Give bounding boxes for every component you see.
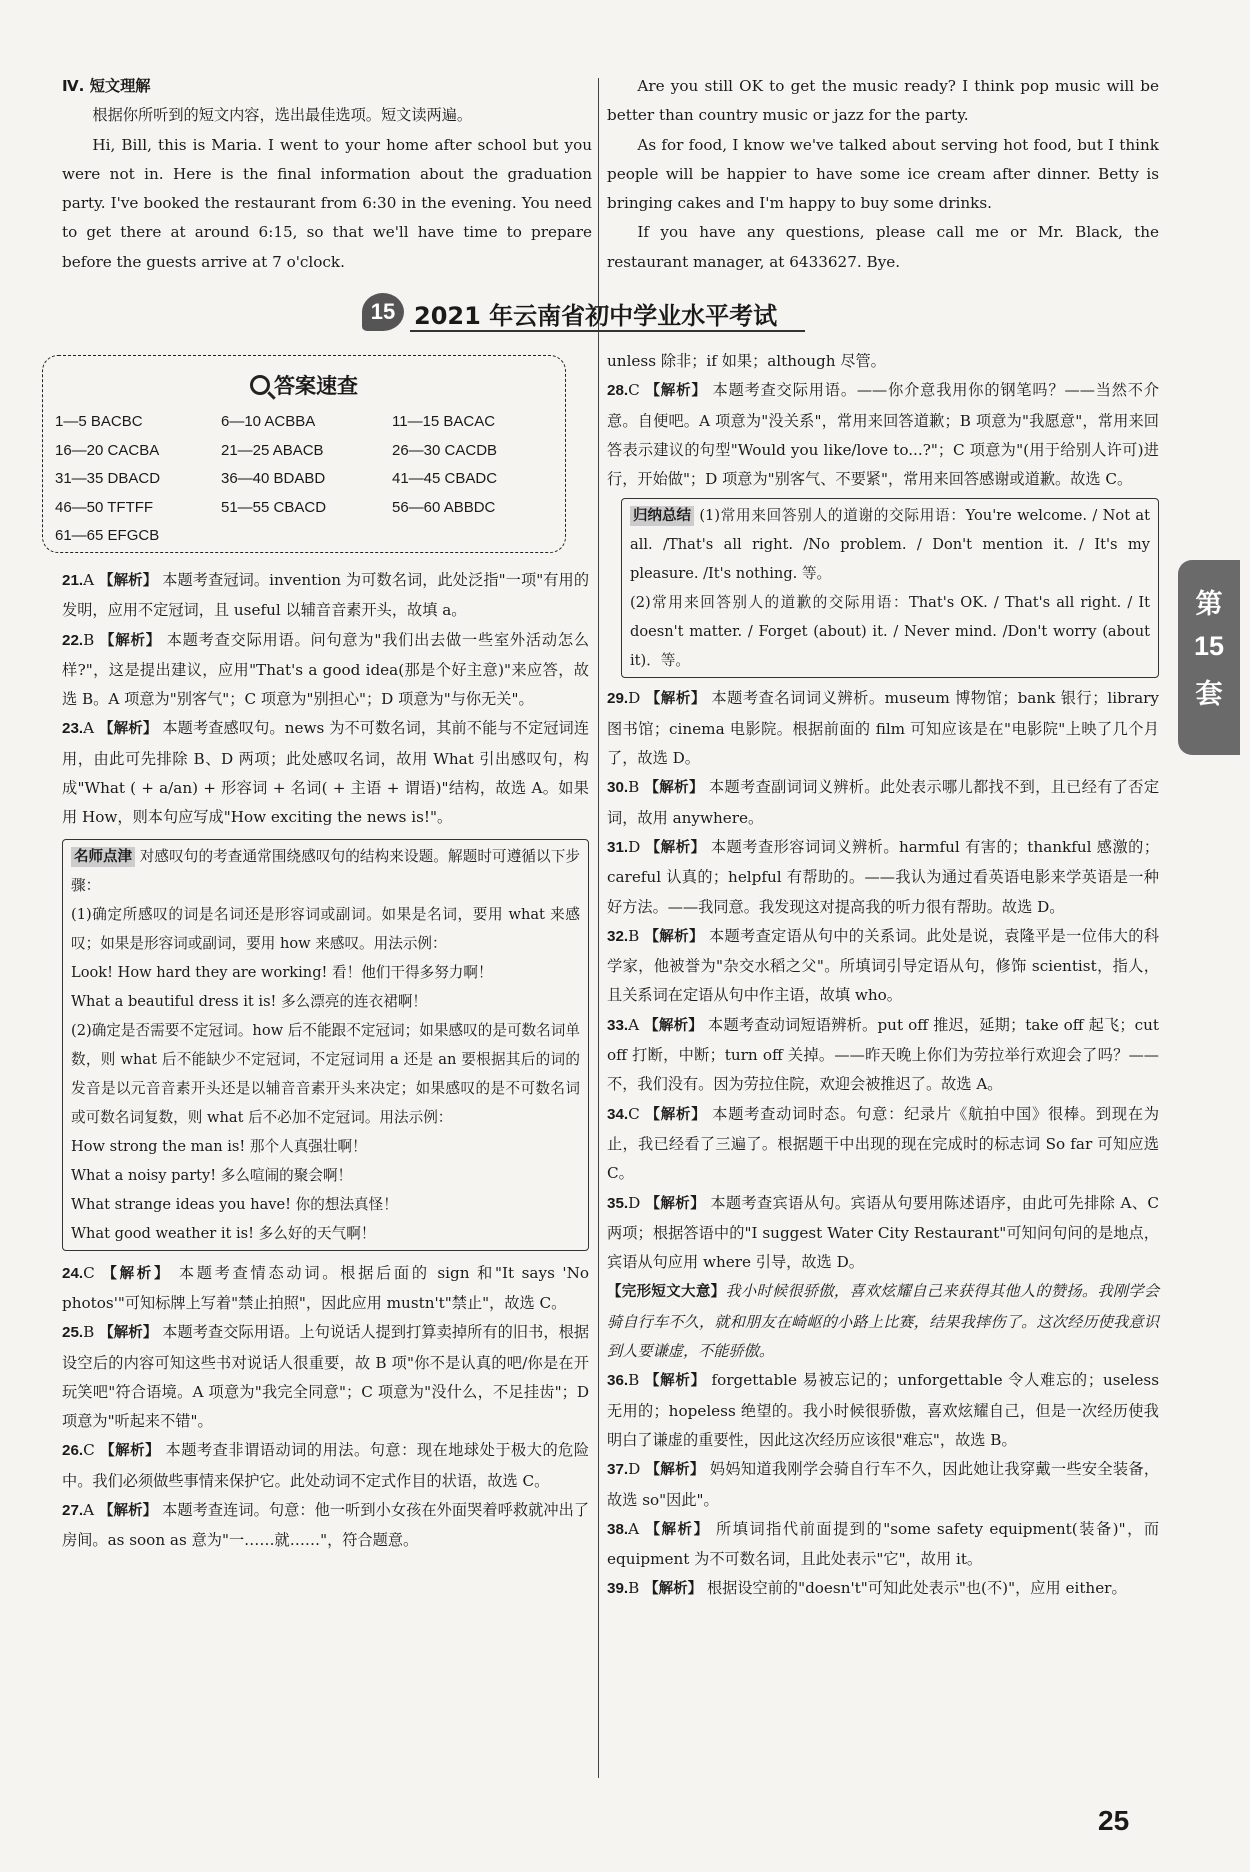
answer-key-entry: 61—65 EFGCB bbox=[55, 527, 160, 544]
question-32: 32.B 【解析】 本题考查定语从句中的关系词。此处是说，袁隆平是一位伟大的科学家，他被誉为"杂交水稻之父"。所填词引导定语从句，修饰 scientist，指人，且关系词在定语从句中作主语，故填 who。 bbox=[607, 926, 1160, 1005]
question-33: 33.A 【解析】 本题考查动词短语辨析。put off 推迟，延期；take off 起飞；cut off 打断，中断；turn off 关掉。——昨天晚上你们为劳拉举行欢迎会了吗？——不，我们没有。因为劳拉住院，欢迎会被推迟了。故选 A。 bbox=[607, 1015, 1160, 1094]
answer-key-entry bbox=[392, 522, 542, 551]
question-39: 39.B 【解析】 根据设空前的"doesn't"可知此处表示"也(不)"，应用 either。 bbox=[607, 1579, 1127, 1598]
answer-key-entry: 31—35 DBACD bbox=[55, 470, 161, 487]
instruction: 根据你所听到的短文内容，选出最佳选项。短文读两遍。 bbox=[92, 106, 473, 125]
passage-paragraph: As for food, I know we've talked about serving hot food, but I think people will be happier to have some ice cream after dinner. Betty is bringing cakes and I'm happy to buy some drinks. bbox=[607, 135, 1159, 213]
page-number: 25 bbox=[1098, 1805, 1130, 1836]
question-26: 26.C 【解析】 本题考查非谓语动词的用法。句意：现在地球处于极大的危险中。我们必须做些事情来保护它。此处动词不定式作目的状语，故选 C。 bbox=[62, 1441, 590, 1490]
question-28: 28.C 【解析】 本题考查交际用语。——你介意我用你的钢笔吗？——当然不介意。自便吧。A 项意为"没关系"，常用来回答道歉；B 项意为"我愿意"，常用来回答表示建议的句型"Would you like/love to...?"；C 项意为"(用于给别人许可)进行，开始做"；D 项意为"别客气、不要紧"，常用来回答感谢或道歉。故选 C。 bbox=[607, 381, 1160, 489]
question-23: 23.A 【解析】 本题考查感叹句。news 为不可数名词，其前不能与不定冠词连用，由此可先排除 B、D 两项；此处感叹名词，故用 What 引出感叹句，构成"What ( + a/an) + 形容词 + 名词( + 主语 + 谓语)"结构，故选 A。如果用 How，则本句应写成"How exciting the news is!"。 bbox=[62, 719, 590, 827]
tip-box-exclamation: 名师点津 对感叹句的考查通常围绕感叹句的结构来设题。解题时可遵循以下步骤： (1)确定所感叹的词是名词还是形容词或副词。如果是名词，要用 what 来感叹；如果是形容词或副词，要用 how 来感叹。用法示例： Look! How hard they are working! 看！他们干得多努力啊！ What a beautiful dress it is! 多么漂亮的连衣裙啊！ (2)确定是否需要不定冠词。how 后不能跟不定冠词；如果感叹的是可数名词单数，则 what 后不能缺少不定冠词，不定冠词用 a 还是 an 要根据其后的词的发音是以元音音素开头还是以辅音音素开头来决定；如果感叹的是不可数名词或可数名词复数，则 what 后不必加不定冠词。用法示例： How strong the man is! 那个人真强壮啊！ What a noisy party! 多么喧闹的聚会啊！ What strange ideas you have! 你的想法真怪！ What good weather it is! 多么好的天气啊！ bbox=[62, 839, 589, 1251]
answer-key-entry: 1—5 BACBC bbox=[55, 413, 143, 430]
top-right-section bbox=[607, 72, 1159, 277]
question-36: 36.B 【解析】 forgettable 易被忘记的；unforgettable 令人难忘的；useless 无用的；hopeless 绝望的。我小时候很骄傲，喜欢炫耀自己，但是一次经历使我明白了谦虚的重要性，因此这次经历应该很"难忘"，故选 B。 bbox=[607, 1371, 1160, 1449]
answer-key-entry: 51—55 CBACD bbox=[221, 498, 327, 516]
answer-key-entry: 16—20 CACBA bbox=[55, 441, 160, 459]
answer-grid bbox=[55, 408, 565, 551]
cloze-summary: 【完形短文大意】我小时候很骄傲，喜欢炫耀自己来获得其他人的赞扬。我刚学会骑自行车不久，就和朋友在崎岖的小路上比赛，结果我摔伤了。这次经历使我意识到人要谦虚，不能骄傲。 bbox=[607, 1282, 1160, 1361]
answer-key-entry: 56—60 ABBDC bbox=[392, 498, 496, 516]
banner-underline bbox=[410, 330, 805, 332]
answer-key-entry bbox=[221, 522, 386, 551]
question-35: 35.D 【解析】 本题考查宾语从句。宾语从句要用陈述语序，由此可先排除 A、C 两项；根据答语中的"I suggest Water City Restaurant"可知问句问的是地点，宾语从句应用 where 引导，故选 D。 bbox=[607, 1193, 1160, 1272]
question-24: 24.C 【解析】 本题考查情态动词。根据后面的 sign 和"It says 'No photos'"可知标牌上写着"禁止拍照"，因此应用 mustn't"禁止"，故选 C。 bbox=[62, 1263, 590, 1312]
section-heading: Ⅳ. 短文理解 bbox=[62, 77, 151, 95]
passage-paragraph: Hi, Bill, this is Maria. I went to your home after school but you were not in. Here is the final information about the graduation party. I've booked the restaurant from 6:30 in the evening. You need to get there at around 6:15, so that we'll have time to prepare before the guests arrive at 7 o'clock. bbox=[62, 135, 592, 271]
tip-box-summary: 归纳总结 (1)常用来回答别人的道谢的交际用语：You're welcome. / Not at all. /That's all right. /No problem. / Don't mention it. / It's my pleasure. /It's nothing. 等。 (2)常用来回答别人的道歉的交际用语：That's OK. / That's all right. / It doesn't matter. / Forget (about) it. / Never mind. /Don't worry (about it)．等。 bbox=[621, 498, 1159, 678]
question-29: 29.D 【解析】 本题考查名词词义辨析。museum 博物馆；bank 银行；library 图书馆；cinema 电影院。根据前面的 film 可知应该是在"电影院"上映了几个月了，故选 D。 bbox=[607, 689, 1159, 768]
column-divider bbox=[598, 78, 599, 1778]
top-left-section bbox=[62, 72, 592, 277]
side-tab-number: 15 bbox=[1193, 631, 1225, 661]
question-21: 21.A 【解析】 本题考查冠词。invention 为可数名词，此处泛指"一项"有用的发明，应用不定冠词，且 useful 以辅音音素开头，故填 a。 bbox=[62, 571, 590, 620]
answer-key-title: 答案速查 bbox=[43, 370, 565, 400]
tip-label: 归纳总结 bbox=[630, 506, 694, 526]
magnifier-icon bbox=[250, 375, 270, 395]
answer-key-entry: 46—50 TFTFF bbox=[55, 498, 154, 516]
answer-key-entry: 11—15 BACAC bbox=[392, 413, 496, 430]
question-38: 38.A 【解析】 所填词指代前面提到的"some safety equipment(装备)"，而 equipment 为不可数名词，且此处表示"它"，故用 it。 bbox=[607, 1519, 1160, 1569]
continued-text: unless 除非；if 如果；although 尽管。 bbox=[607, 352, 886, 370]
exam-banner bbox=[362, 293, 808, 333]
question-25: 25.B 【解析】 本题考查交际用语。上句说话人提到打算卖掉所有的旧书，根据设空后的内容可知这些书对说话人很重要，故 B 项"你不是认真的吧/你是在开玩笑吧"符合语境。A 项意为"我完全同意"；C 项意为"没什么，不足挂齿"；D 项意为"听起来不错"。 bbox=[62, 1323, 590, 1431]
passage-paragraph: Are you still OK to get the music ready? I think pop music will be better than country music or jazz for the party. bbox=[607, 77, 1159, 125]
question-34: 34.C 【解析】 本题考查动词时态。句意：纪录片《航拍中国》很棒。到现在为止，我已经看了三遍了。根据题干中出现的现在完成时的标志词 So far 可知应选 C。 bbox=[607, 1104, 1160, 1183]
banner-badge: 15 bbox=[362, 293, 404, 331]
answer-key-entry: 26—30 CACDB bbox=[392, 441, 498, 459]
question-30: 30.B 【解析】 本题考查副词词义辨析。此处表示哪儿都找不到，且已经有了否定词，故用 anywhere。 bbox=[607, 778, 1160, 827]
question-31: 31.D 【解析】 本题考查形容词词义辨析。harmful 有害的；thankful 感激的；careful 认真的；helpful 有帮助的。——我认为通过看英语电影来学英语是一种好方法。——我同意。我发现这对提高我的听力很有帮助。故选 D。 bbox=[607, 837, 1160, 916]
question-27: 27.A 【解析】 本题考查连词。句意：他一听到小女孩在外面哭着呼救就冲出了房间。as soon as 意为"一……就……"，符合题意。 bbox=[62, 1501, 590, 1550]
side-tab-char: 套 bbox=[1195, 679, 1223, 710]
answer-key-entry: 21—25 ABACB bbox=[221, 441, 324, 459]
answer-key-box bbox=[42, 355, 566, 553]
side-tab-char: 第 bbox=[1195, 589, 1223, 620]
banner-title: 2021 年云南省初中学业水平考试 bbox=[414, 302, 778, 330]
right-column bbox=[607, 347, 1159, 1605]
passage-paragraph: If you have any questions, please call me or Mr. Black, the restaurant manager, at 6433627. Bye. bbox=[607, 223, 1159, 271]
answer-key-entry: 36—40 BDABD bbox=[221, 470, 326, 487]
answer-key-entry: 6—10 ACBBA bbox=[221, 413, 316, 430]
left-column bbox=[62, 566, 589, 1556]
tip-label: 名师点津 bbox=[71, 847, 135, 867]
question-22: 22.B 【解析】 本题考查交际用语。问句意为"我们出去做一些室外活动怎么样?"，这是提出建议，应用"That's a good idea(那是个好主意)"来应答，故选 B。A 项意为"别客气"；C 项意为"别担心"；D 项意为"与你无关"。 bbox=[62, 630, 590, 709]
answer-key-entry: 41—45 CBADC bbox=[392, 470, 498, 487]
side-tab bbox=[1178, 560, 1240, 755]
question-37: 37.D 【解析】 妈妈知道我刚学会骑自行车不久，因此她让我穿戴一些安全装备，故选 so"因此"。 bbox=[607, 1460, 1160, 1509]
